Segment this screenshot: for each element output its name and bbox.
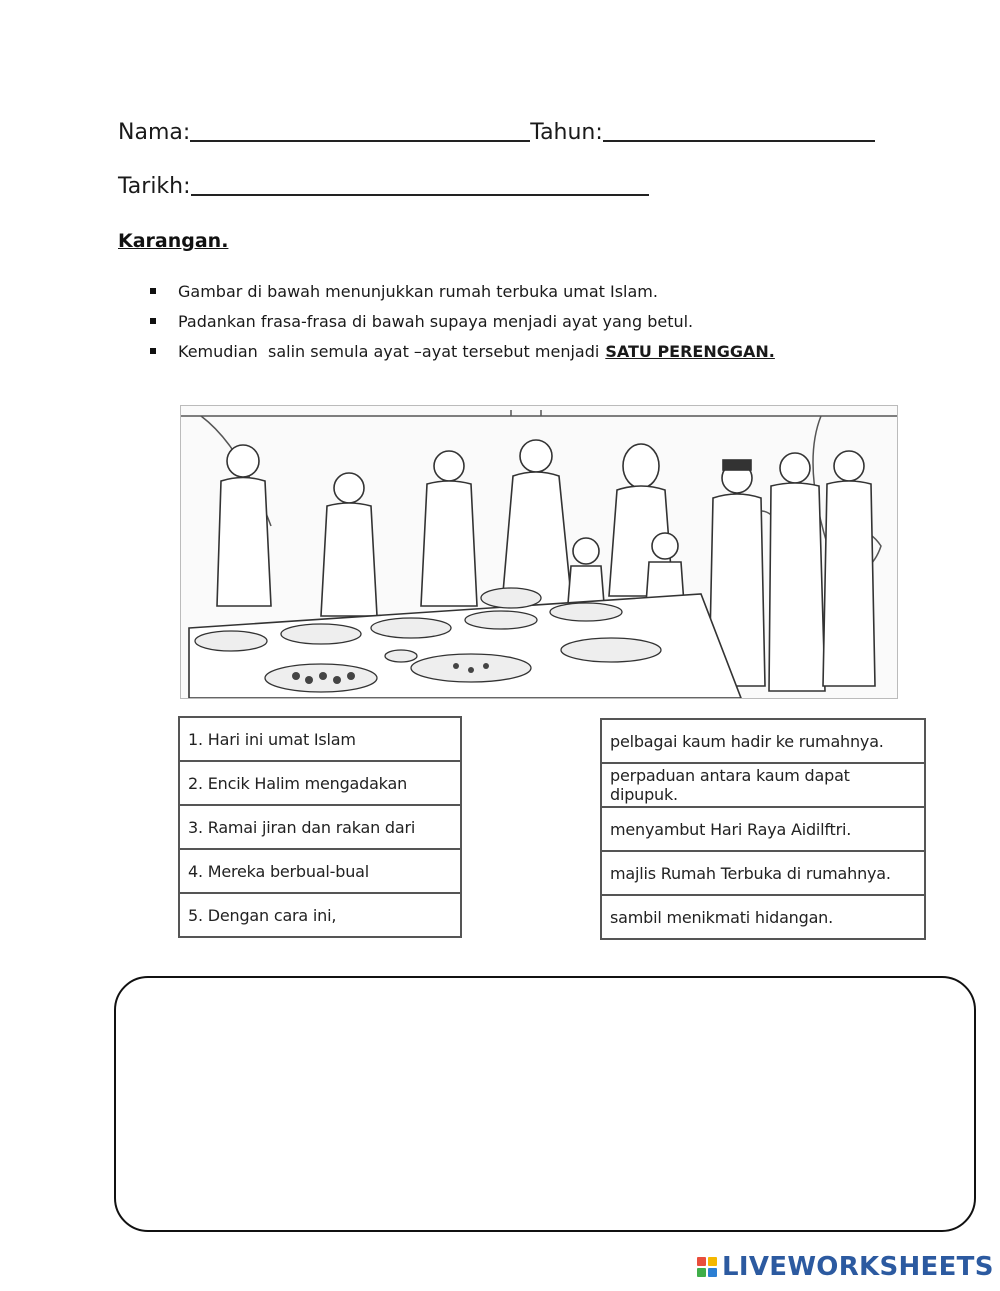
karangan-heading: Karangan. [118, 230, 229, 252]
logo-square [697, 1268, 706, 1277]
tarikh-field[interactable] [191, 172, 649, 196]
table-row [601, 851, 925, 895]
tarikh-label: Tarikh: [118, 174, 191, 199]
table-row [179, 849, 461, 893]
instruction-text: Padankan frasa-frasa di bawah supaya menjadi ayat yang betul. [178, 311, 694, 331]
table-row [179, 717, 461, 761]
instruction-text: Gambar di bawah menunjukkan rumah terbuka umat Islam. [178, 281, 658, 301]
liveworksheets-logo-icon [697, 1257, 717, 1277]
right-phrase-cell[interactable]: menyambut Hari Raya Aidilftri. [601, 807, 925, 851]
instruction-item [118, 336, 978, 366]
right-phrase-cell[interactable]: sambil menikmati hidangan. [601, 895, 925, 939]
nama-label: Nama: [118, 120, 191, 145]
table-row [601, 807, 925, 851]
instruction-emphasis: SATU PERENGGAN. [605, 341, 775, 361]
left-phrase-cell[interactable]: 2. Encik Halim mengadakan [179, 761, 461, 805]
square-bullet-icon [150, 288, 156, 294]
instruction-text: Kemudian salin semula ayat –ayat tersebut menjadi [178, 341, 600, 361]
square-bullet-icon [150, 348, 156, 354]
left-phrase-cell[interactable]: 3. Ramai jiran dan rakan dari [179, 805, 461, 849]
logo-square [708, 1268, 717, 1277]
table-row [179, 893, 461, 937]
table-row [179, 761, 461, 805]
nama-field[interactable] [190, 118, 530, 142]
brand-name: LIVEWORKSHEETS [722, 1252, 994, 1282]
left-phrase-table [178, 716, 462, 938]
right-phrase-cell[interactable]: majlis Rumah Terbuka di rumahnya. [601, 851, 925, 895]
tahun-label: Tahun: [530, 120, 603, 145]
left-phrase-cell[interactable]: 4. Mereka berbual-bual [179, 849, 461, 893]
liveworksheets-brand [697, 1252, 994, 1282]
right-phrase-table [600, 718, 926, 940]
tarikh-row [118, 172, 649, 199]
logo-square [708, 1257, 717, 1266]
instruction-item [118, 306, 978, 336]
right-phrase-cell[interactable]: perpaduan antara kaum dapat dipupuk. [601, 763, 925, 807]
open-house-illustration [180, 405, 898, 699]
instruction-list [118, 276, 978, 366]
table-row [601, 895, 925, 939]
paragraph-answer-box[interactable] [114, 976, 976, 1232]
table-row [601, 763, 925, 807]
table-row [179, 805, 461, 849]
right-phrase-cell[interactable]: pelbagai kaum hadir ke rumahnya. [601, 719, 925, 763]
left-phrase-cell[interactable]: 5. Dengan cara ini, [179, 893, 461, 937]
table-row [601, 719, 925, 763]
logo-square [697, 1257, 706, 1266]
instruction-item [118, 276, 978, 306]
tahun-field[interactable] [603, 118, 875, 142]
nama-tahun-row [118, 118, 875, 145]
left-phrase-cell[interactable]: 1. Hari ini umat Islam [179, 717, 461, 761]
square-bullet-icon [150, 318, 156, 324]
